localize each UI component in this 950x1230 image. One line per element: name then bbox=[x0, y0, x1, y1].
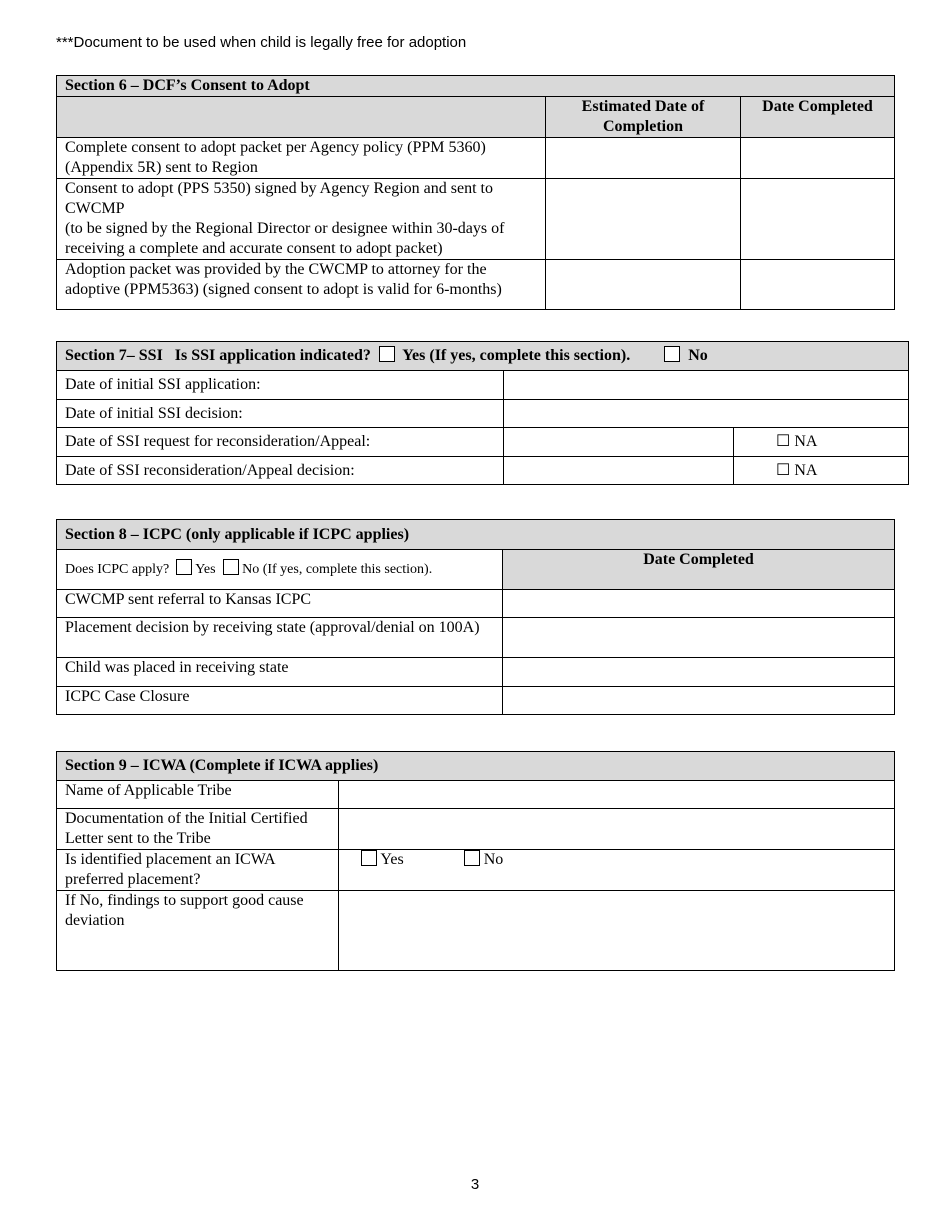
section-6-row-label: Consent to adopt (PPS 5350) signed by Agency Region and sent to CWCMP (to be signed by the Regional Director or designee within 30-days of receiving a complete and accurate consent to adopt packet) bbox=[57, 179, 546, 260]
ssi-row-label: Date of SSI reconsideration/Appeal decision: bbox=[57, 457, 504, 485]
icpc-date-field[interactable] bbox=[503, 590, 895, 618]
icwa-preferred-options bbox=[339, 850, 895, 891]
section-6-title: Section 6 – DCF’s Consent to Adopt bbox=[57, 76, 895, 97]
icpc-row-label: Placement decision by receiving state (approval/denial on 100A) bbox=[57, 618, 503, 658]
icpc-no-label: No (If yes, complete this section). bbox=[242, 562, 433, 577]
icwa-findings-field[interactable] bbox=[339, 891, 895, 971]
section-9-table bbox=[56, 751, 895, 971]
icwa-no-checkbox[interactable] bbox=[464, 850, 480, 866]
icpc-question: Does ICPC apply? bbox=[65, 562, 170, 577]
icwa-no-label: No bbox=[483, 851, 504, 868]
section-6-row-label: Complete consent to adopt packet per Agency policy (PPM 5360) (Appendix 5R) sent to Region bbox=[57, 138, 546, 179]
icwa-letter-field[interactable] bbox=[339, 809, 895, 850]
section-6-row-label: Adoption packet was provided by the CWCMP to attorney for the adoptive (PPM5363) (signed consent to adopt is valid for 6-months) bbox=[57, 260, 546, 310]
icwa-tribe-field[interactable] bbox=[339, 781, 895, 809]
icwa-row-label: Is identified placement an ICWA preferred placement? bbox=[57, 850, 339, 891]
ssi-no-checkbox[interactable] bbox=[664, 346, 680, 362]
icwa-row-label: Documentation of the Initial Certified Letter sent to the Tribe bbox=[57, 809, 339, 850]
icpc-date-completed-header: Date Completed bbox=[503, 550, 895, 590]
date-completed-field[interactable] bbox=[741, 138, 895, 179]
ssi-na-checkbox[interactable]: ☐ NA bbox=[734, 428, 909, 457]
date-completed-field[interactable] bbox=[741, 260, 895, 310]
page-number: 3 bbox=[470, 1176, 480, 1193]
section-7-header bbox=[57, 342, 909, 371]
icpc-date-field[interactable] bbox=[503, 687, 895, 715]
icpc-date-field[interactable] bbox=[503, 658, 895, 687]
icpc-row-label: CWCMP sent referral to Kansas ICPC bbox=[57, 590, 503, 618]
section-9-title: Section 9 – ICWA (Complete if ICWA applies) bbox=[57, 752, 895, 781]
section-6-table bbox=[56, 75, 895, 310]
estimated-date-field[interactable] bbox=[546, 138, 741, 179]
ssi-question: Is SSI application indicated? bbox=[174, 347, 371, 364]
estimated-date-field[interactable] bbox=[546, 179, 741, 260]
ssi-no-label: No bbox=[688, 347, 708, 364]
icwa-yes-label: Yes bbox=[380, 851, 404, 868]
ssi-date-field[interactable] bbox=[504, 400, 909, 428]
date-completed-header: Date Completed bbox=[741, 97, 895, 138]
section-8-title: Section 8 – ICPC (only applicable if ICPC applies) bbox=[57, 520, 895, 550]
icpc-yes-checkbox[interactable] bbox=[176, 559, 192, 575]
icpc-row-label: Child was placed in receiving state bbox=[57, 658, 503, 687]
icpc-question-row bbox=[57, 550, 503, 590]
ssi-row-label: Date of SSI request for reconsideration/Appeal: bbox=[57, 428, 504, 457]
ssi-yes-checkbox[interactable] bbox=[379, 346, 395, 362]
section-7-table bbox=[56, 341, 909, 485]
estimated-date-header: Estimated Date of Completion bbox=[546, 97, 741, 138]
header-note: ***Document to be used when child is legally free for adoption bbox=[56, 34, 467, 51]
icpc-yes-label: Yes bbox=[195, 562, 216, 577]
icpc-row-label: ICPC Case Closure bbox=[57, 687, 503, 715]
icpc-date-field[interactable] bbox=[503, 618, 895, 658]
icpc-no-checkbox[interactable] bbox=[223, 559, 239, 575]
ssi-na-checkbox[interactable]: ☐ NA bbox=[734, 457, 909, 485]
section-8-table bbox=[56, 519, 895, 715]
ssi-row-label: Date of initial SSI application: bbox=[57, 371, 504, 400]
section-7-title: Section 7– SSI bbox=[65, 347, 163, 364]
ssi-date-field[interactable] bbox=[504, 428, 734, 457]
icwa-row-label: If No, findings to support good cause deviation bbox=[57, 891, 339, 971]
estimated-date-field[interactable] bbox=[546, 260, 741, 310]
ssi-row-label: Date of initial SSI decision: bbox=[57, 400, 504, 428]
date-completed-field[interactable] bbox=[741, 179, 895, 260]
ssi-yes-label: Yes (If yes, complete this section). bbox=[402, 347, 631, 364]
icwa-row-label: Name of Applicable Tribe bbox=[57, 781, 339, 809]
ssi-date-field[interactable] bbox=[504, 371, 909, 400]
icwa-yes-checkbox[interactable] bbox=[361, 850, 377, 866]
ssi-date-field[interactable] bbox=[504, 457, 734, 485]
